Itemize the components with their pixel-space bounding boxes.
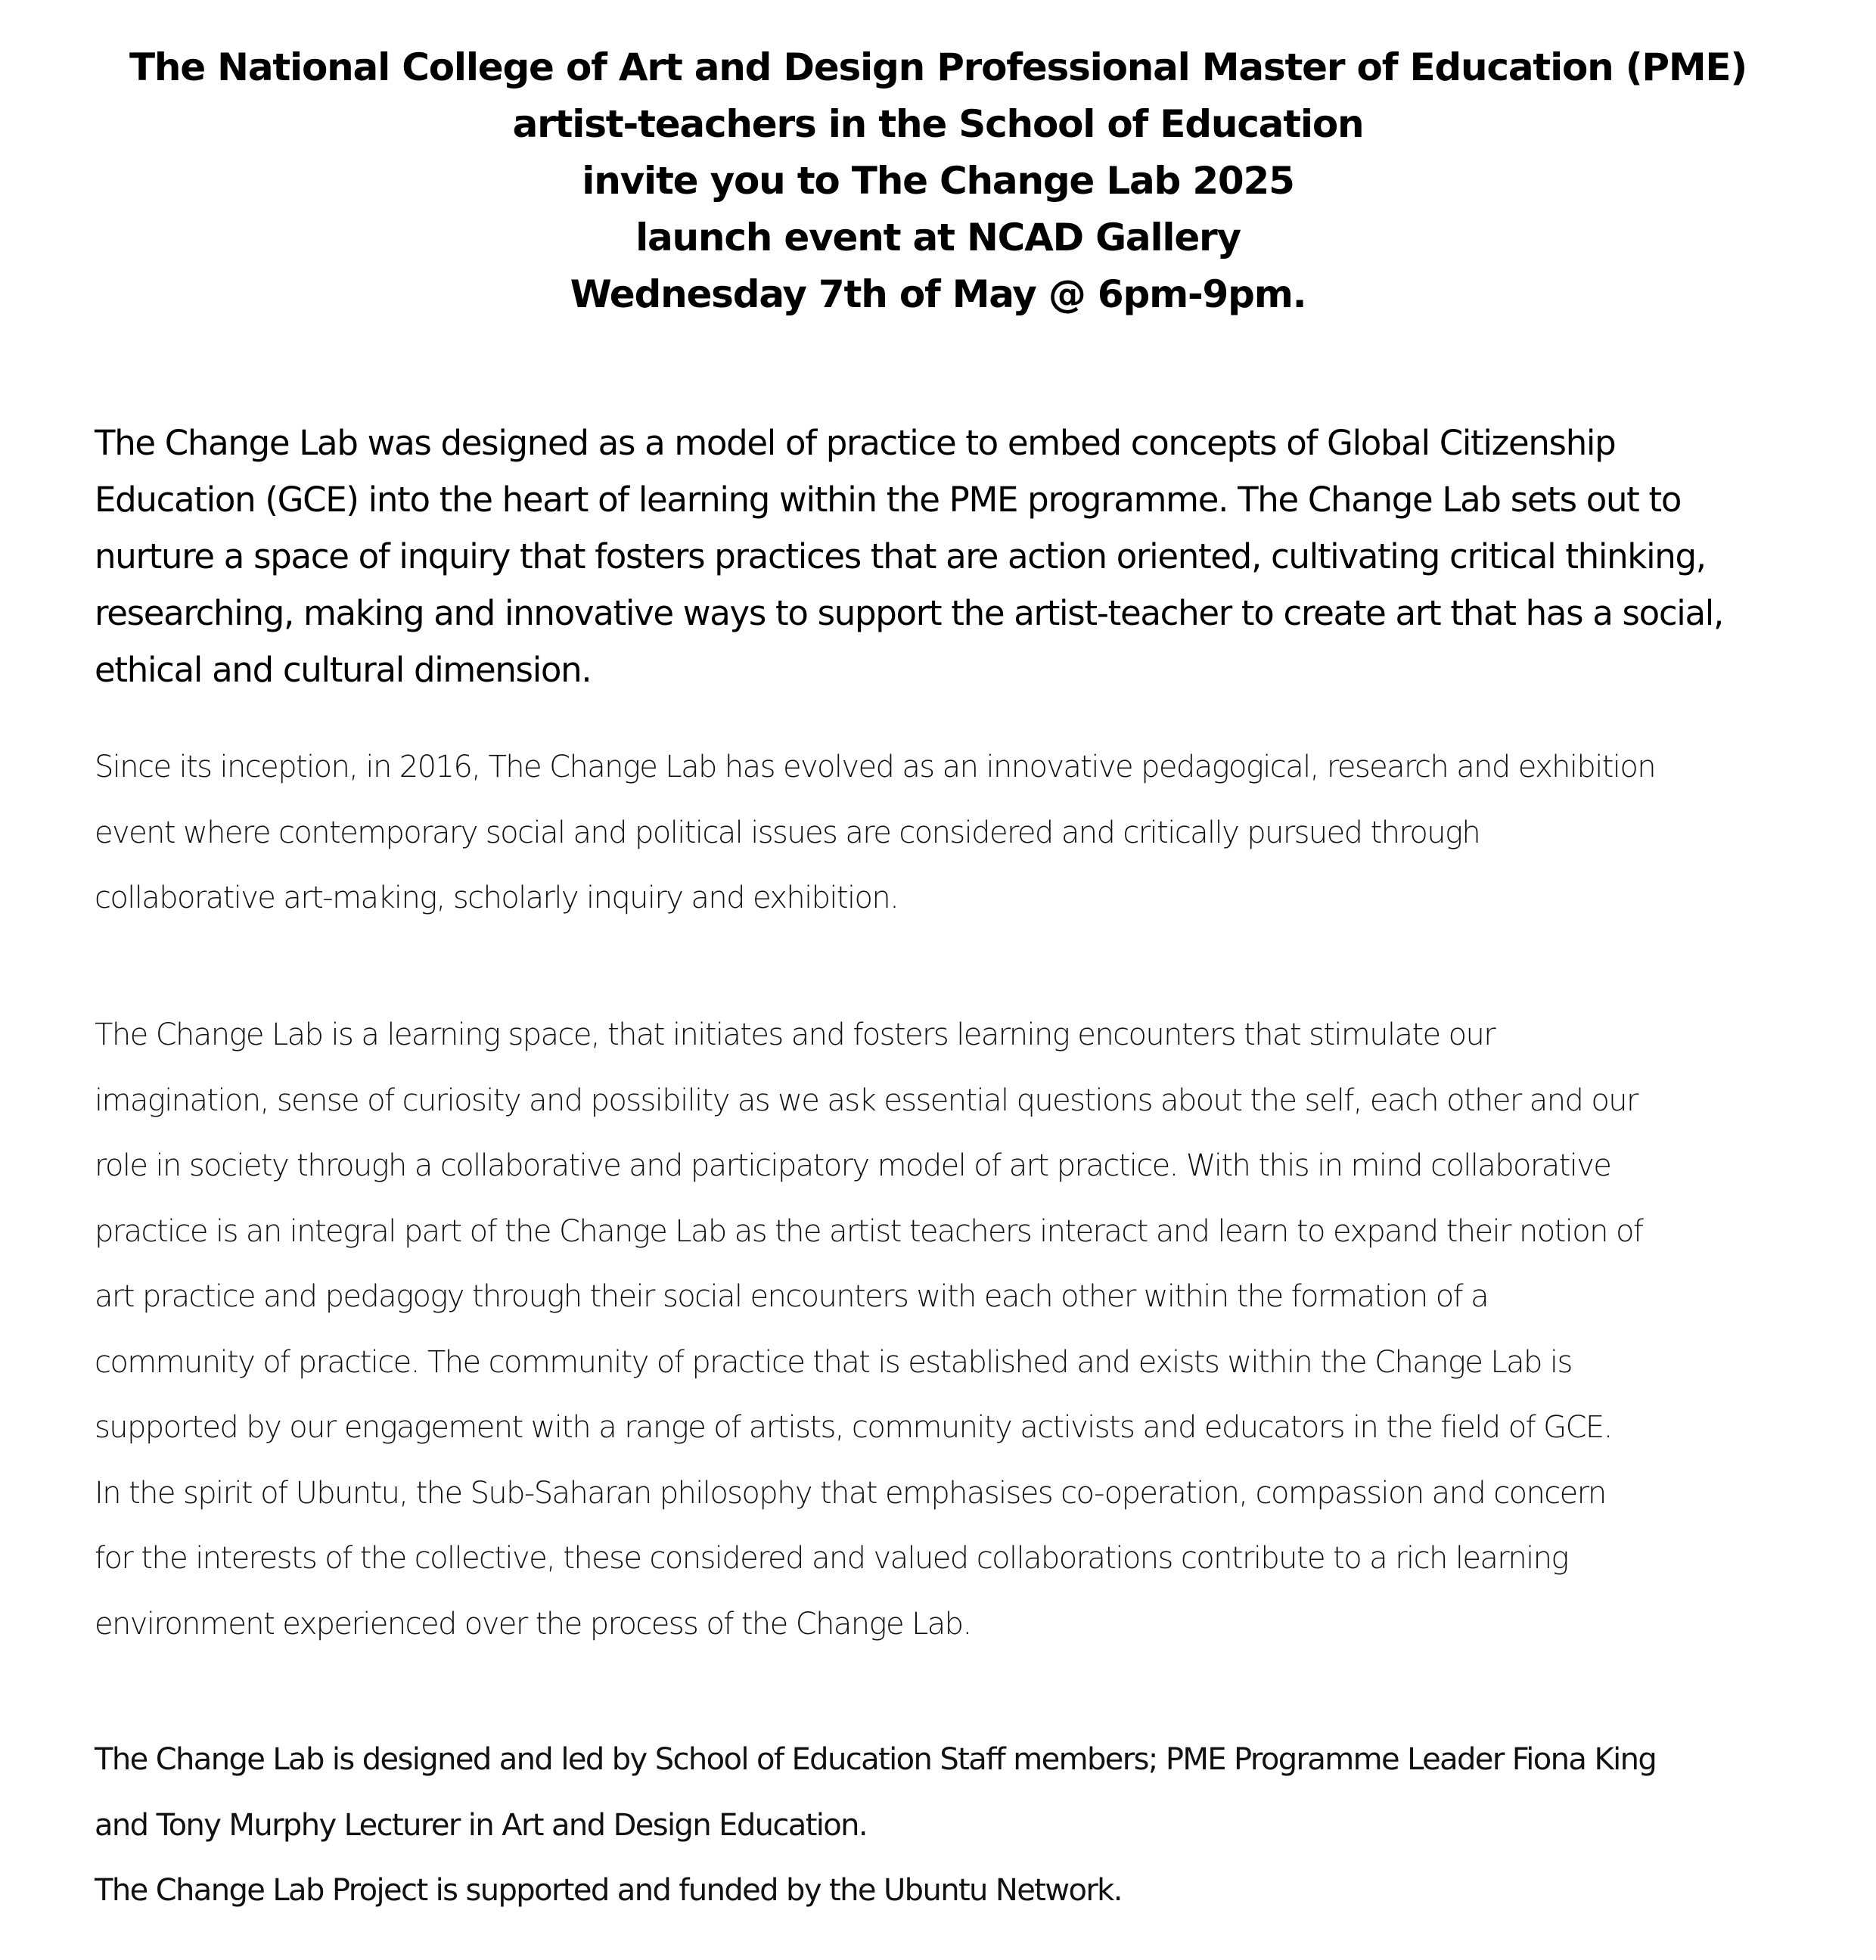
heading-line-organisers: The National College of Art and Design Professional Master of Education (PME)	[129, 45, 1747, 89]
inception-paragraph-line: collaborative art-making, scholarly inquiry and exhibition.	[95, 881, 899, 915]
learning-space-paragraph-line: The Change Lab is a learning space, that initiates and fosters learning encounters that stimulate our	[95, 1017, 1496, 1052]
learning-space-paragraph-line: practice is an integral part of the Change Lab as the artist teachers interact and learn to expand their notion of	[95, 1213, 1643, 1249]
lead-paragraph-line: ethical and cultural dimension.	[95, 650, 592, 690]
lead-paragraph	[95, 415, 1834, 698]
inception-paragraph	[95, 735, 1850, 931]
staff-credit-line: The Change Lab is designed and led by School of Education Staff members; PME Programme Leader Fiona King	[95, 1742, 1657, 1777]
inception-paragraph-line: event where contemporary social and political issues are considered and critically pursued through	[95, 815, 1480, 850]
learning-space-paragraph-line: art practice and pedagogy through their social encounters with each other within the formation of a	[95, 1279, 1489, 1314]
lead-paragraph-line: researching, making and innovative ways to support the artist-teacher to create art that has a social,	[95, 593, 1723, 633]
learning-space-paragraph-line: supported by our engagement with a range of artists, community activists and educators in the field of GCE.	[95, 1410, 1612, 1445]
staff-credit-line: and Tony Murphy Lecturer in Art and Design Education.	[95, 1807, 868, 1843]
lead-paragraph-line: The Change Lab was designed as a model of practice to embed concepts of Global Citizenship	[95, 423, 1616, 463]
lead-paragraph-line: nurture a space of inquiry that fosters practices that are action oriented, cultivating critical thinking,	[95, 536, 1706, 576]
inception-paragraph-line: Since its inception, in 2016, The Change Lab has evolved as an innovative pedagogical, research and exhibition	[95, 750, 1655, 784]
heading-line-date-time: Wednesday 7th of May @ 6pm-9pm.	[570, 272, 1306, 316]
learning-space-paragraph-line: environment experienced over the process of the Change Lab.	[95, 1606, 971, 1642]
credits-paragraph	[95, 1727, 1850, 1923]
heading-line-invitation: invite you to The Change Lab 2025	[582, 159, 1294, 203]
learning-space-paragraph-line: for the interests of the collective, these considered and valued collaborations contribute to a rich learning	[95, 1541, 1568, 1576]
learning-space-paragraph	[95, 1002, 1850, 1657]
learning-space-paragraph-line: community of practice. The community of practice that is established and exists within the Change Lab is	[95, 1344, 1572, 1380]
heading-line-audience: artist-teachers in the School of Education	[512, 102, 1364, 146]
heading-line-venue: launch event at NCAD Gallery	[635, 216, 1241, 259]
invitation-heading	[0, 39, 1876, 323]
learning-space-paragraph-line: imagination, sense of curiosity and possibility as we ask essential questions about the self, each other and our	[95, 1083, 1638, 1118]
funding-credit-line: The Change Lab Project is supported and funded by the Ubuntu Network.	[95, 1872, 1122, 1908]
lead-paragraph-line: Education (GCE) into the heart of learning within the PME programme. The Change Lab sets out to	[95, 480, 1682, 520]
ubuntu-line: In the spirit of Ubuntu, the Sub-Saharan philosophy that emphasises co-operation, compassion and concern	[95, 1475, 1606, 1511]
learning-space-paragraph-line: role in society through a collaborative and participatory model of art practice. With this in mind collaborative	[95, 1148, 1611, 1183]
